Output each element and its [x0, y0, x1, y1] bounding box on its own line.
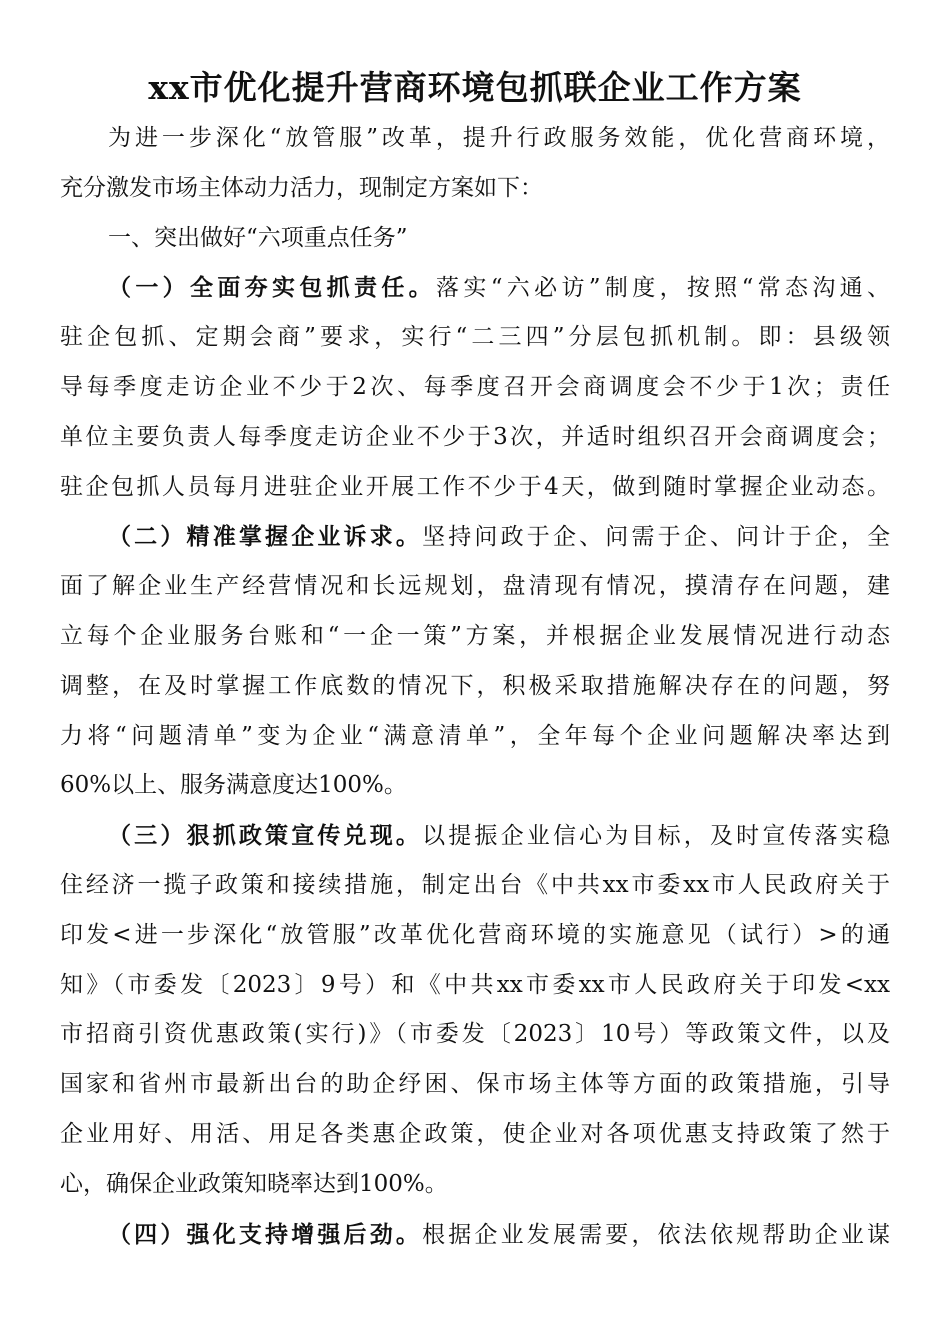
item-line: 印发<进一步深化“放管服”改革优化营商环境的实施意见（试行）>的通	[60, 921, 890, 948]
item-line: 驻企包抓、定期会商”要求，实行“二三四”分层包抓机制。即：县级领	[60, 324, 890, 351]
item-first-line	[60, 263, 890, 313]
item-text: 以提振企业信心为目标，及时宣传落实稳	[422, 823, 891, 850]
item-line: 导每季度走访企业不少于2次、每季度召开会商调度会不少于1次；责任	[60, 373, 890, 400]
section-heading: 一、突出做好“六项重点任务”	[108, 224, 408, 251]
item-text: 根据企业发展需要，依法依规帮助企业谋	[422, 1221, 891, 1248]
item-first-line	[60, 1210, 890, 1260]
item-label: （四）强化支持增强后劲。	[108, 1220, 423, 1248]
item-line: 驻企包抓人员每月进驻企业开展工作不少于4天，做到随时掌握企业动态。	[60, 473, 890, 500]
item-line: 调整，在及时掌握工作底数的情况下，积极采取措施解决存在的问题，努	[60, 672, 890, 699]
document-body	[60, 114, 890, 1259]
item-line: 面了解企业生产经营情况和长远规划，盘清现有情况，摸清存在问题，建	[60, 573, 890, 600]
item-text: 坚持问政于企、问需于企、问计于企，全	[422, 524, 891, 551]
item-label: （三）狠抓政策宣传兑现。	[108, 822, 423, 850]
item-line: 国家和省州市最新出台的助企纾困、保市场主体等方面的政策措施，引导	[60, 1071, 890, 1098]
item-text: 落实“六必访”制度，按照“常态沟通、	[436, 275, 891, 302]
item-line: 心，确保企业政策知晓率达到100%。	[60, 1170, 448, 1197]
item-line: 住经济一揽子政策和接续措施，制定出台《中共xx市委xx市人民政府关于	[60, 871, 890, 898]
item-first-line	[60, 811, 890, 861]
item-line: 力将“问题清单”变为企业“满意清单”，全年每个企业问题解决率达到	[60, 722, 890, 749]
item-line: 立每个企业服务台账和“一企一策”方案，并根据企业发展情况进行动态	[60, 622, 890, 649]
item-line: 知》（市委发〔2023〕9号）和《中共xx市委xx市人民政府关于印发<xx	[60, 971, 890, 998]
item-line: 企业用好、用活、用足各类惠企政策，使企业对各项优惠支持政策了然于	[60, 1120, 890, 1147]
item-line: 60%以上、服务满意度达100%。	[60, 772, 407, 799]
item-line: 单位主要负责人每季度走访企业不少于3次，并适时组织召开会商调度会；	[60, 423, 890, 450]
document-title: xx市优化提升营商环境包抓联企业工作方案	[148, 68, 802, 107]
item-first-line	[60, 512, 890, 562]
item-line: 市招商引资优惠政策(实行)》（市委发〔2023〕10号）等政策文件，以及	[60, 1021, 890, 1048]
intro-line: 充分激发市场主体动力活力，现制定方案如下：	[60, 174, 543, 201]
item-label: （一）全面夯实包抓责任。	[108, 274, 437, 302]
item-label: （二）精准掌握企业诉求。	[108, 523, 423, 551]
intro-line: 为进一步深化“放管服”改革，提升行政服务效能，优化营商环境，	[108, 125, 890, 151]
